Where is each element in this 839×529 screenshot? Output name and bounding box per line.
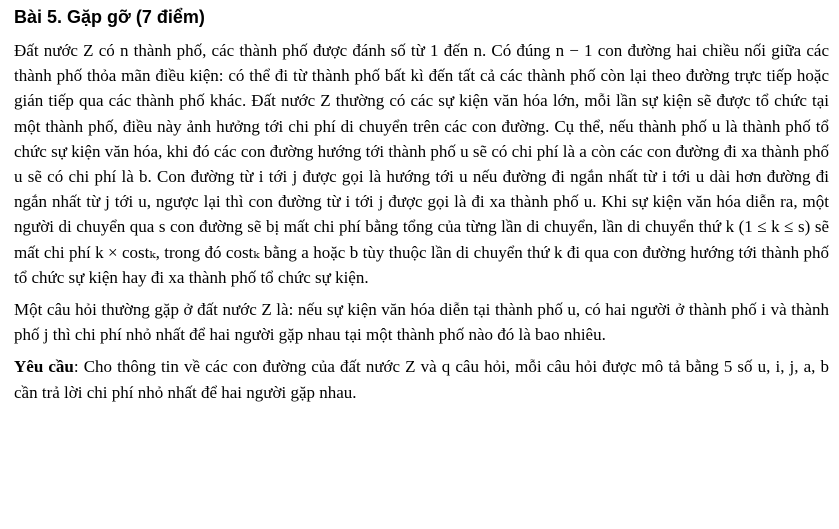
problem-description: Đất nước Z có n thành phố, các thành phố được đánh số từ 1 đến n. Có đúng n − 1 con đường hai chiều nối giữa các thành phố thỏa mãn điều kiện: có thể đi từ thành phố bất kì đến tất cả các thành phố còn lại theo đường trực tiếp hoặc gián tiếp qua các thành phố khác. Đất nước Z thường có các sự kiện văn hóa lớn, mỗi lần sự kiện sẽ được tổ chức tại một thành phố, điều này ảnh hưởng tới chi phí di chuyển trên các con đường. Cụ thể, nếu thành phố u là thành phố tổ chức sự kiện văn hóa, khi đó các con đường hướng tới thành phố u sẽ có chi phí là a còn các con đường đi xa thành phố u sẽ có chi phí là b. Con đường từ i tới j được gọi là hướng tới u nếu đường đi ngắn nhất từ i tới u dài hơn đường đi ngắn nhất từ j tới u, ngược lại thì con đường từ i tới j được gọi là đi xa thành phố u. Khi sự kiện văn hóa diễn ra, một người di chuyển qua s con đường sẽ bị mất chi phí bằng tổng của từng lần di chuyển, lần di chuyển thứ k (1 ≤ k ≤ s) sẽ mất chi phí k × costₖ, trong đó costₖ bằng a hoặc b tùy thuộc lần di chuyển thứ k đi qua con đường hướng tới thành phố tổ chức sự kiện hay đi xa thành phố tổ chức sự kiện.: [14, 41, 829, 287]
question-description: Một câu hỏi thường gặp ở đất nước Z là: nếu sự kiện văn hóa diễn tại thành phố u, có hai người ở thành phố i và thành phố j thì chi phí nhỏ nhất để hai người gặp nhau tại một thành phố nào đó là bao nhiêu.: [14, 300, 829, 345]
requirement-text: : Cho thông tin về các con đường của đất nước Z và q câu hỏi, mỗi câu hỏi được mô tả bằng 5 số u, i, j, a, b cần trả lời chi phí nhỏ nhất để hai người gặp nhau.: [14, 357, 829, 402]
requirement-paragraph: [14, 354, 829, 404]
problem-title: Bài 5. Gặp gỡ (7 điểm): [14, 7, 205, 27]
requirement-label: Yêu cầu: [14, 357, 74, 377]
